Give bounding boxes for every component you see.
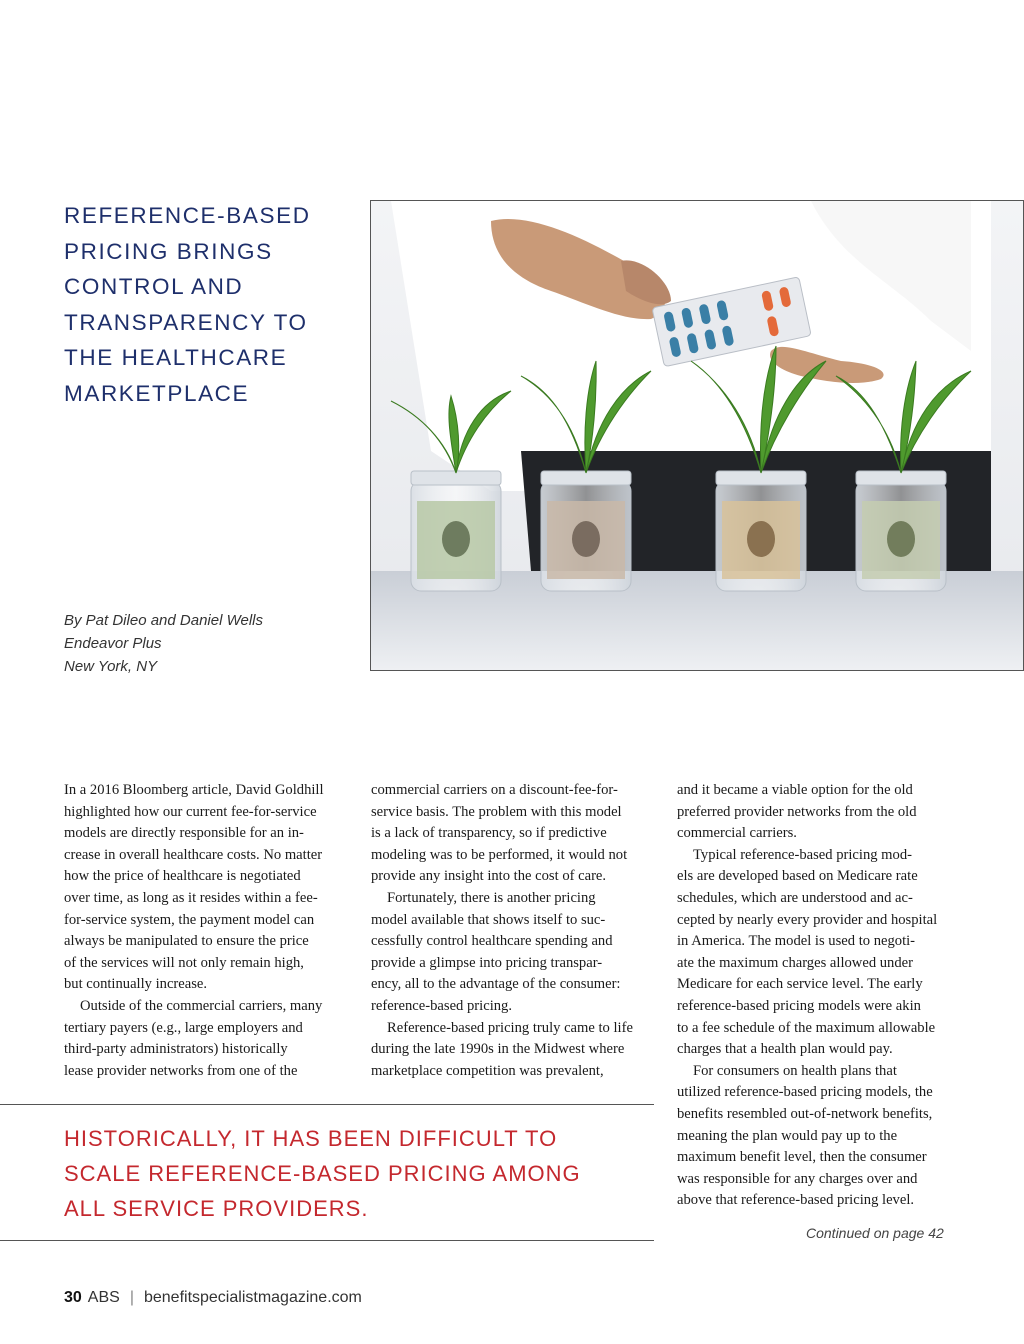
jar-1 xyxy=(411,471,501,591)
footer-separator: | xyxy=(129,1289,134,1306)
paragraph: In a 2016 Bloomberg article, David Goldhill highlighted how our current fee-for-service models are directly responsible for an in- crease in overall healthcare costs. No matter how the price of healthcare is negotiated over time, as long as it resides within a fee- for-service system, the payment model can always be manipulated to ensure the price of the services will not only remain high, but continually increase. xyxy=(64,782,324,993)
jar-2 xyxy=(541,471,631,591)
paragraph: Typical reference-based pricing mod- els are developed based on Medicare rate schedules, which are understood and ac- cepted by nearly every provider and hospital in America. The model is used to negoti- ate the maximum charges allowed under Medicare for each service level. The early reference-based pricing models were akin to a fee schedule of the maximum allowable charges that a health plan would pay. xyxy=(677,846,938,1058)
pull-quote-line: SCALE REFERENCE-BASED PRICING AMONG xyxy=(64,1161,581,1186)
body-column-2 xyxy=(371,780,659,1082)
page-footer xyxy=(64,1289,362,1307)
headline-line: REFERENCE-BASED xyxy=(64,203,311,228)
paragraph: For consumers on health plans that utilized reference-based pricing models, the benefits resembled out-of-network benefits, meaning the plan would pay up to the maximum benefit level, then the consumer was responsible for any charges over and above that reference-based pricing level. xyxy=(677,1062,933,1209)
headline-line: MARKETPLACE xyxy=(64,380,250,406)
pull-quote-bottom-rule xyxy=(0,1240,654,1241)
headline-line: CONTROL AND xyxy=(64,274,244,299)
byline xyxy=(64,609,263,678)
magazine-name: ABS xyxy=(87,1289,120,1306)
page-number: 30 xyxy=(64,1289,82,1306)
pull-quote xyxy=(64,1121,644,1226)
article-photo xyxy=(370,200,1024,671)
jar-4 xyxy=(856,471,946,591)
byline-authors: By Pat Dileo and Daniel Wells xyxy=(64,612,263,629)
plants-in-money-jars-illustration xyxy=(371,201,1023,670)
paragraph: Outside of the commercial carriers, many tertiary payers (e.g., large employers and third-party administrators) historically lease provider networks from one of the xyxy=(64,997,323,1079)
headline-line: THE HEALTHCARE xyxy=(64,345,288,370)
headline-line: PRICING BRINGS xyxy=(64,238,273,264)
byline-company: Endeavor Plus xyxy=(64,635,162,652)
pull-quote-line: HISTORICALLY, IT HAS BEEN DIFFICULT TO xyxy=(64,1126,558,1151)
headline-line: TRANSPARENCY TO xyxy=(64,309,308,335)
website-link[interactable]: benefitspecialistmagazine.com xyxy=(143,1289,362,1306)
pull-quote-line: ALL SERVICE PROVIDERS. xyxy=(64,1196,369,1221)
body-column-1 xyxy=(64,780,352,1082)
byline-location: New York, NY xyxy=(64,658,158,675)
paragraph: commercial carriers on a discount-fee-for- service basis. The problem with this model is a lack of transparency, so if predictive modeling was to be performed, it would not provide any insight into the cost of care. xyxy=(371,782,628,885)
continued-note: Continued on page 42 xyxy=(806,1225,944,1241)
paragraph: Reference-based pricing truly came to life during the late 1990s in the Midwest where marketplace competition was prevalent, xyxy=(371,1019,633,1079)
body-column-3 xyxy=(677,780,965,1212)
paragraph: Fortunately, there is another pricing model available that shows itself to suc- cessfully control healthcare spending and provide a glimpse into pricing transpar- ency, all to the advantage of the consumer: reference-based pricing. xyxy=(371,889,621,1014)
paragraph: and it became a viable option for the old preferred provider networks from the old commercial carriers. xyxy=(677,782,917,842)
pull-quote-top-rule xyxy=(0,1104,654,1105)
article-headline xyxy=(64,198,354,411)
jar-3 xyxy=(716,471,806,591)
